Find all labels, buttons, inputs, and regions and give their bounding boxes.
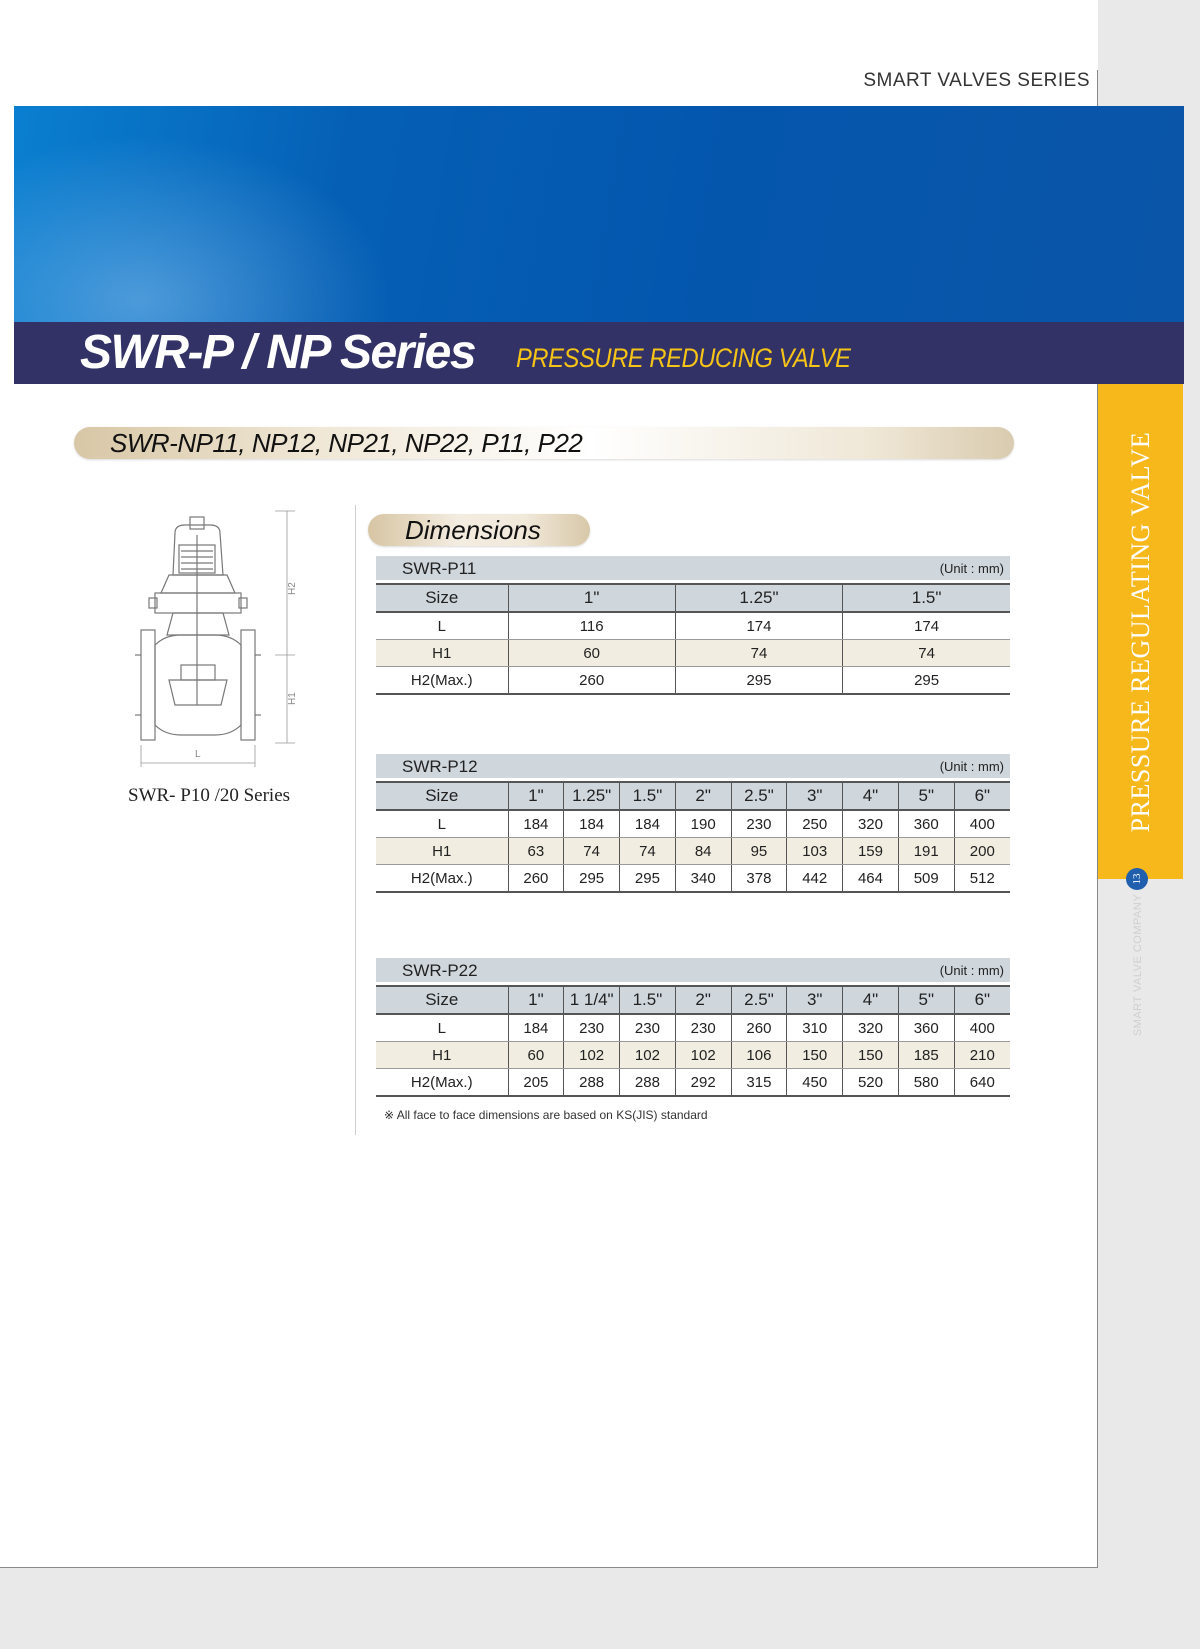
- table-row: [376, 838, 1010, 865]
- table-cell: 84: [675, 838, 731, 865]
- table-unit: (Unit : mm): [939, 561, 1004, 576]
- table-cell: 450: [787, 1069, 843, 1097]
- table-cell: 320: [843, 810, 899, 838]
- header-cell: Size: [376, 782, 508, 810]
- models-text: SWR-NP11, NP12, NP21, NP22, P11, P22: [110, 428, 583, 458]
- table-swr-p12: [376, 754, 1010, 893]
- table-cell: 184: [620, 810, 676, 838]
- header-cell: 1.5": [620, 986, 676, 1014]
- header-cell: 1": [508, 782, 564, 810]
- table-cell: 260: [508, 667, 675, 695]
- drawing-label-h2: H2: [287, 582, 298, 595]
- table-cell: 184: [564, 810, 620, 838]
- header-cell: 2": [675, 782, 731, 810]
- table-cell: 360: [898, 810, 954, 838]
- dimension-table: [376, 583, 1010, 695]
- table-cell: 74: [620, 838, 676, 865]
- table-cell: 210: [954, 1042, 1010, 1069]
- company-vertical: [1118, 895, 1158, 1035]
- page-number: 13: [1131, 873, 1143, 885]
- table-cell: 63: [508, 838, 564, 865]
- row-label: H1: [376, 838, 508, 865]
- table-cell: 378: [731, 865, 787, 893]
- header-cell: 6": [954, 782, 1010, 810]
- table-cell: 106: [731, 1042, 787, 1069]
- table-cell: 185: [898, 1042, 954, 1069]
- table-cell: 400: [954, 810, 1010, 838]
- page-edge-horizontal: [0, 1567, 1098, 1568]
- table-row: [376, 1042, 1010, 1069]
- table-cell: 400: [954, 1014, 1010, 1042]
- page-bottom-margin: [0, 1567, 1200, 1649]
- table-swr-p22: [376, 958, 1010, 1097]
- table-cell: 442: [787, 865, 843, 893]
- table-name: SWR-P12: [402, 757, 478, 776]
- table-cell: 288: [620, 1069, 676, 1097]
- drawing-label-l: L: [195, 749, 201, 760]
- table-cell: 295: [843, 667, 1010, 695]
- side-tab-label: PRESSURE REGULATING VALVE: [1125, 431, 1155, 832]
- table-row: [376, 1069, 1010, 1097]
- table-cell: 295: [620, 865, 676, 893]
- table-cell: 150: [843, 1042, 899, 1069]
- header-cell: 1.5": [620, 782, 676, 810]
- table-unit: (Unit : mm): [939, 963, 1004, 978]
- row-label: H1: [376, 1042, 508, 1069]
- table-cell: 250: [787, 810, 843, 838]
- header-cell: Size: [376, 986, 508, 1014]
- table-cell: 102: [564, 1042, 620, 1069]
- table-cell: 74: [843, 640, 1010, 667]
- table-cell: 103: [787, 838, 843, 865]
- column-divider: [355, 505, 356, 1135]
- table-unit: (Unit : mm): [939, 759, 1004, 774]
- table-cell: 205: [508, 1069, 564, 1097]
- table-title-bar: [376, 556, 1010, 580]
- section-title: Dimensions: [405, 515, 541, 545]
- table-cell: 184: [508, 810, 564, 838]
- table-cell: 174: [843, 612, 1010, 640]
- header-cell: 1.5": [843, 584, 1010, 612]
- table-cell: 159: [843, 838, 899, 865]
- header-cell: 5": [898, 986, 954, 1014]
- table-cell: 288: [564, 1069, 620, 1097]
- table-header-row: [376, 584, 1010, 612]
- table-swr-p11: [376, 556, 1010, 695]
- header-cell: 3": [787, 986, 843, 1014]
- table-cell: 464: [843, 865, 899, 893]
- header-cell: 2.5": [731, 986, 787, 1014]
- table-row: [376, 640, 1010, 667]
- table-cell: 230: [675, 1014, 731, 1042]
- table-cell: 184: [508, 1014, 564, 1042]
- header-cell: 1 1/4": [564, 986, 620, 1014]
- table-cell: 295: [675, 667, 842, 695]
- footnote: ※ All face to face dimensions are based on KS(JIS) standard: [384, 1108, 708, 1122]
- table-row: [376, 865, 1010, 893]
- page-subtitle: PRESSURE REDUCING VALVE: [516, 343, 851, 373]
- table-cell: 102: [675, 1042, 731, 1069]
- table-cell: 520: [843, 1069, 899, 1097]
- table-cell: 74: [564, 838, 620, 865]
- side-tab-title: [1098, 384, 1183, 879]
- header-cell: 3": [787, 782, 843, 810]
- table-header-row: [376, 986, 1010, 1014]
- table-cell: 190: [675, 810, 731, 838]
- table-row: [376, 612, 1010, 640]
- header-cell: 1.25": [564, 782, 620, 810]
- table-cell: 512: [954, 865, 1010, 893]
- row-label: H2(Max.): [376, 667, 508, 695]
- table-cell: 60: [508, 640, 675, 667]
- table-row: [376, 810, 1010, 838]
- table-cell: 320: [843, 1014, 899, 1042]
- table-cell: 95: [731, 838, 787, 865]
- figure-caption: SWR- P10 /20 Series: [128, 785, 291, 806]
- table-cell: 360: [898, 1014, 954, 1042]
- table-title-bar: [376, 754, 1010, 778]
- table-title-bar: [376, 958, 1010, 982]
- page-title: SWR-P / NP Series: [80, 326, 476, 379]
- table-cell: 102: [620, 1042, 676, 1069]
- header-cell: 2.5": [731, 782, 787, 810]
- table-cell: 191: [898, 838, 954, 865]
- header-cell: 6": [954, 986, 1010, 1014]
- table-cell: 200: [954, 838, 1010, 865]
- row-label: L: [376, 1014, 508, 1042]
- table-cell: 640: [954, 1069, 1010, 1097]
- table-row: [376, 667, 1010, 695]
- table-cell: 315: [731, 1069, 787, 1097]
- row-label: H1: [376, 640, 508, 667]
- table-cell: 580: [898, 1069, 954, 1097]
- table-cell: 260: [508, 865, 564, 893]
- company-name: SMART VALVE COMPANY: [1132, 893, 1144, 1037]
- header-cell: Size: [376, 584, 508, 612]
- header-cell: 4": [843, 986, 899, 1014]
- table-name: SWR-P22: [402, 961, 478, 980]
- row-label: L: [376, 810, 508, 838]
- header-cell: 2": [675, 986, 731, 1014]
- series-label: SMART VALVES SERIES: [863, 70, 1090, 91]
- header-cell: 1": [508, 584, 675, 612]
- header-cell: 1": [508, 986, 564, 1014]
- header-cell: 1.25": [675, 584, 842, 612]
- row-label: H2(Max.): [376, 1069, 508, 1097]
- row-label: L: [376, 612, 508, 640]
- table-cell: 292: [675, 1069, 731, 1097]
- table-cell: 174: [675, 612, 842, 640]
- header-cell: 5": [898, 782, 954, 810]
- table-header-row: [376, 782, 1010, 810]
- table-name: SWR-P11: [402, 559, 477, 578]
- table-cell: 230: [731, 810, 787, 838]
- table-cell: 310: [787, 1014, 843, 1042]
- table-row: [376, 1014, 1010, 1042]
- table-cell: 260: [731, 1014, 787, 1042]
- page-number-badge: [1126, 868, 1148, 890]
- row-label: H2(Max.): [376, 865, 508, 893]
- table-cell: 116: [508, 612, 675, 640]
- valve-drawing: [135, 505, 315, 775]
- table-cell: 340: [675, 865, 731, 893]
- drawing-label-h1: H1: [287, 692, 298, 705]
- table-cell: 230: [620, 1014, 676, 1042]
- table-cell: 509: [898, 865, 954, 893]
- table-cell: 230: [564, 1014, 620, 1042]
- table-cell: 74: [675, 640, 842, 667]
- hero-highlight: [14, 106, 434, 322]
- dimension-table: [376, 781, 1010, 893]
- table-cell: 150: [787, 1042, 843, 1069]
- dimension-table: [376, 985, 1010, 1097]
- table-cell: 60: [508, 1042, 564, 1069]
- table-cell: 295: [564, 865, 620, 893]
- header-cell: 4": [843, 782, 899, 810]
